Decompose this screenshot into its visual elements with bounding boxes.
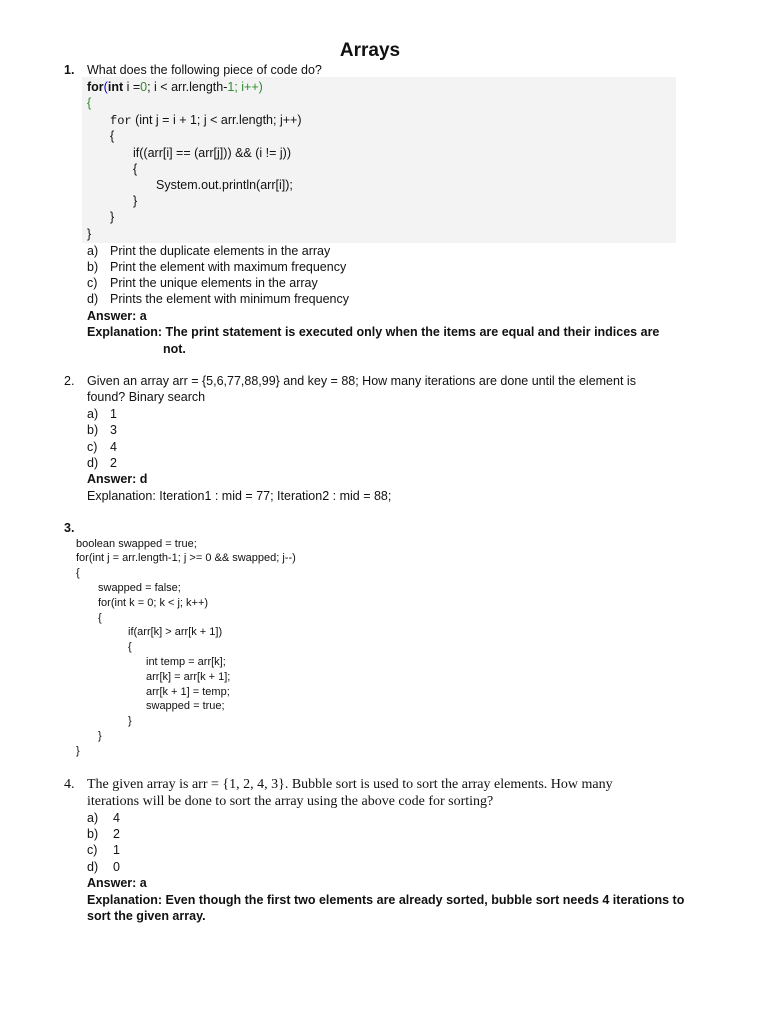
q2-answer: Answer: d (87, 472, 148, 486)
q1-option-c-text: Print the unique elements in the array (110, 276, 318, 290)
q1-code-line-10: } (87, 227, 92, 241)
q4-option-d: d) (87, 860, 99, 874)
q1-code-int: int (107, 80, 124, 94)
q2-option-a: a) (87, 407, 99, 421)
q3-code-line-6: { (98, 612, 102, 624)
q1-answer: Answer: a (87, 309, 147, 323)
q1-code-for: for (87, 80, 104, 94)
q2-explanation: Explanation: Iteration1 : mid = 77; Iteration2 : mid = 88; (87, 489, 392, 503)
q3-code-line-11: arr[k + 1] = temp; (146, 686, 230, 698)
q3-number: 3. (64, 521, 75, 535)
q1-explanation (87, 325, 659, 339)
q1-number: 1. (64, 63, 75, 77)
q4-number: 4. (64, 777, 75, 792)
q4-option-b: b) (87, 827, 99, 841)
q2-number: 2. (64, 374, 75, 388)
q4-question-line1: The given array is arr = {1, 2, 4, 3}. Bubble sort is used to sort the array elements. How many (87, 777, 613, 792)
q1-code-line-8: } (133, 194, 138, 208)
q1-question: What does the following piece of code do? (87, 63, 322, 77)
q1-code-rest-c: ; i++) (234, 80, 263, 94)
q1-explanation-label: Explanation: (87, 325, 163, 339)
q3-code-line-9: int temp = arr[k]; (146, 656, 226, 668)
q1-code-line-5: if((arr[i] == (arr[j])) && (i != j)) (133, 146, 291, 160)
q1-code-rest-a: i = (123, 80, 141, 94)
q1-code-line-7: System.out.println(arr[i]); (156, 178, 293, 192)
q2-option-d-text: 2 (110, 456, 117, 470)
q1-code-block (82, 77, 676, 243)
q1-code-line-6: { (133, 162, 138, 176)
q1-code-line-3 (110, 113, 302, 128)
q4-explanation-line1: Explanation: Even though the first two elements are already sorted, bubble sort needs 4 iterations to (87, 893, 685, 907)
q3-code-line-7: if(arr[k] > arr[k + 1]) (128, 626, 223, 638)
q4-answer: Answer: a (87, 876, 147, 890)
q1-option-d: d) (87, 292, 99, 306)
q2-option-b: b) (87, 423, 99, 437)
q2-option-c: c) (87, 440, 98, 454)
q3-code-line-5: for(int k = 0; k < j; k++) (98, 597, 209, 609)
q1-code-line-2: { (87, 96, 92, 110)
q1-code-open: ( (103, 80, 108, 94)
q4-question-line2: iterations will be done to sort the array using the above code for sorting? (87, 794, 494, 809)
q1-code-rest-b: ; i < arr.length- (147, 80, 228, 94)
q1-option-a-text: Print the duplicate elements in the array (110, 244, 331, 258)
q1-explanation-line2: not. (163, 342, 186, 356)
q1-code-zero: 0 (140, 80, 148, 94)
q3-code-line-13: } (128, 715, 132, 727)
q3-code-line-1: boolean swapped = true; (76, 538, 197, 550)
q3-code-line-12: swapped = true; (146, 700, 225, 712)
q3-code-line-8: { (128, 641, 132, 653)
q1-code-line-9: } (110, 210, 115, 224)
q2-option-a-text: 1 (110, 407, 117, 421)
q2-option-d: d) (87, 456, 99, 470)
q1-option-c: c) (87, 276, 98, 290)
q4-option-b-text: 2 (113, 827, 120, 841)
page-title: Arrays (339, 40, 401, 61)
q4-option-c-text: 1 (113, 843, 120, 857)
q1-option-b-text: Print the element with maximum frequency (110, 260, 347, 274)
q1-code-one: 1 (227, 80, 235, 94)
q1-option-a: a) (87, 244, 99, 258)
q2-question-line2: found? Binary search (87, 390, 206, 404)
q2-option-c-text: 4 (110, 440, 117, 454)
q3-code-line-4: swapped = false; (98, 582, 181, 594)
q4-option-a-text: 4 (113, 811, 120, 825)
q3-code-line-10: arr[k] = arr[k + 1]; (146, 671, 231, 683)
q1-code-line-1 (87, 80, 263, 94)
q1-code-line-3-rest: (int j = i + 1; j < arr.length; j++) (131, 113, 302, 127)
q4-option-d-text: 0 (113, 860, 120, 874)
q3-code-line-15: } (76, 745, 80, 757)
q1-option-b: b) (87, 260, 99, 274)
q1-option-d-text: Prints the element with minimum frequency (110, 292, 349, 306)
q2-option-b-text: 3 (110, 423, 117, 437)
q4-option-c: c) (87, 843, 98, 857)
q1-code-for-inner: for (110, 114, 132, 128)
q2-question-line1: Given an array arr = {5,6,77,88,99} and key = 88; How many iterations are done until the element is (87, 374, 636, 388)
q3-code-line-3: { (76, 567, 80, 579)
q3-code-line-2: for(int j = arr.length-1; j >= 0 && swapped; j--) (76, 552, 296, 564)
q4-option-a: a) (87, 811, 99, 825)
q4-explanation-line2: sort the given array. (87, 909, 206, 923)
q1-code-line-4: { (110, 129, 115, 143)
q3-code-line-14: } (98, 730, 102, 742)
q1-explanation-line1: The print statement is executed only when the items are equal and their indices are (162, 325, 660, 339)
